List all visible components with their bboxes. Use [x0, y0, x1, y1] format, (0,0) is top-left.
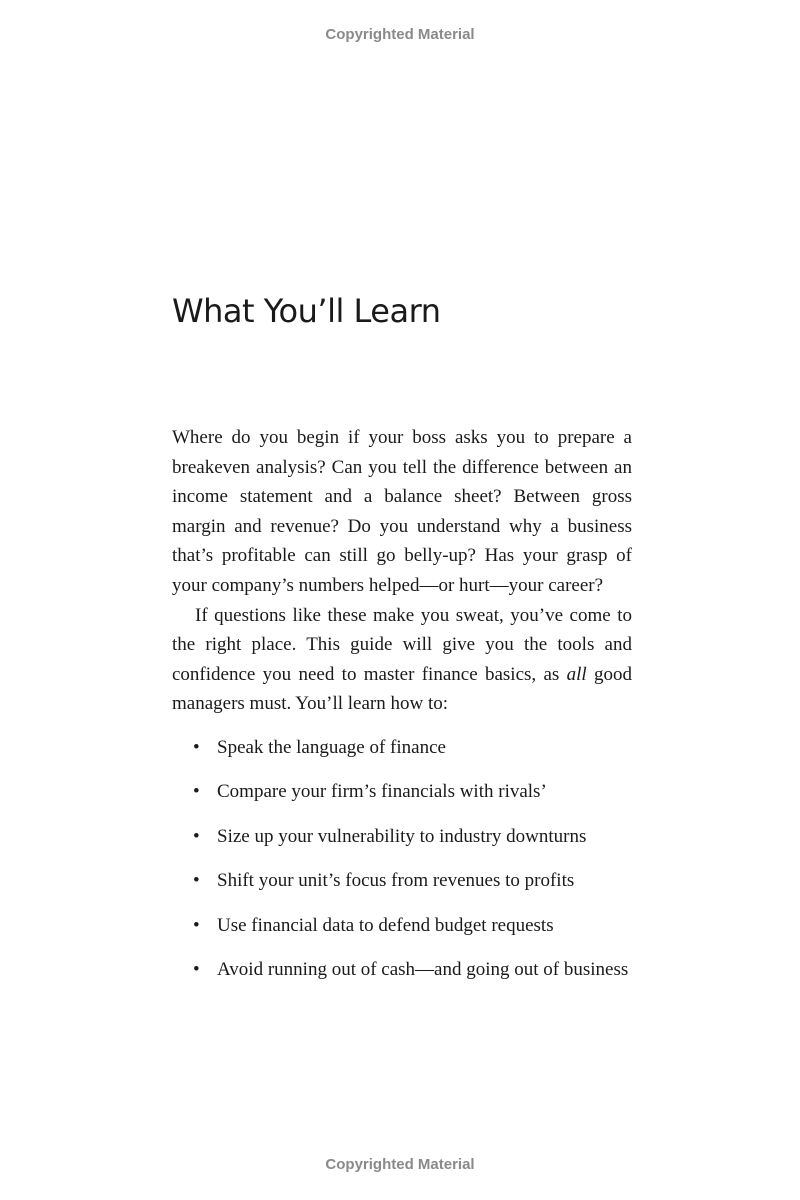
list-item: [172, 733, 632, 763]
second-paragraph: [172, 601, 632, 719]
list-item: [172, 911, 632, 941]
body-text: [172, 423, 632, 999]
bullet-icon: •: [193, 781, 200, 803]
emphasis-text: all: [566, 663, 587, 685]
bullet-icon: •: [193, 870, 200, 892]
list-item: [172, 822, 632, 852]
list-item-text: Shift your unit’s focus from revenues to profits: [217, 870, 575, 892]
paragraph-text: good managers must. You’ll learn how to:: [172, 663, 633, 715]
list-item-text: Avoid running out of cash—and going out of business: [217, 958, 629, 980]
list-item: [172, 955, 632, 985]
list-item-text: Size up your vulnerability to industry downturns: [217, 825, 587, 847]
bullet-icon: •: [193, 914, 200, 936]
section-title: What You’ll Learn: [172, 292, 441, 330]
list-item-text: Speak the language of finance: [217, 736, 446, 758]
bullet-icon: •: [193, 958, 200, 980]
list-item: [172, 777, 632, 807]
list-item-text: Compare your firm’s financials with rivals’: [217, 781, 547, 803]
intro-paragraph: Where do you begin if your boss asks you to prepare a breakeven analysis? Can you tell the difference between an income statement and a balance sheet? Between gross margin and revenue? Do you understand why a business that’s profitable can still go belly-up? Has your grasp of your company’s numbers helped—or hurt—your career?: [172, 427, 632, 596]
list-item-text: Use financial data to defend budget requests: [217, 914, 554, 936]
bullet-icon: •: [193, 736, 200, 758]
paragraph-text: If questions like these make you sweat, you’ve come to the right place. This guide will give you the tools and confidence you need to master finance basics, as: [172, 604, 632, 685]
list-item: [172, 866, 632, 896]
bullet-list: [172, 733, 632, 985]
copyright-watermark-top: Copyrighted Material: [325, 26, 475, 43]
copyright-watermark-bottom: Copyrighted Material: [325, 1156, 475, 1173]
bullet-icon: •: [193, 825, 200, 847]
